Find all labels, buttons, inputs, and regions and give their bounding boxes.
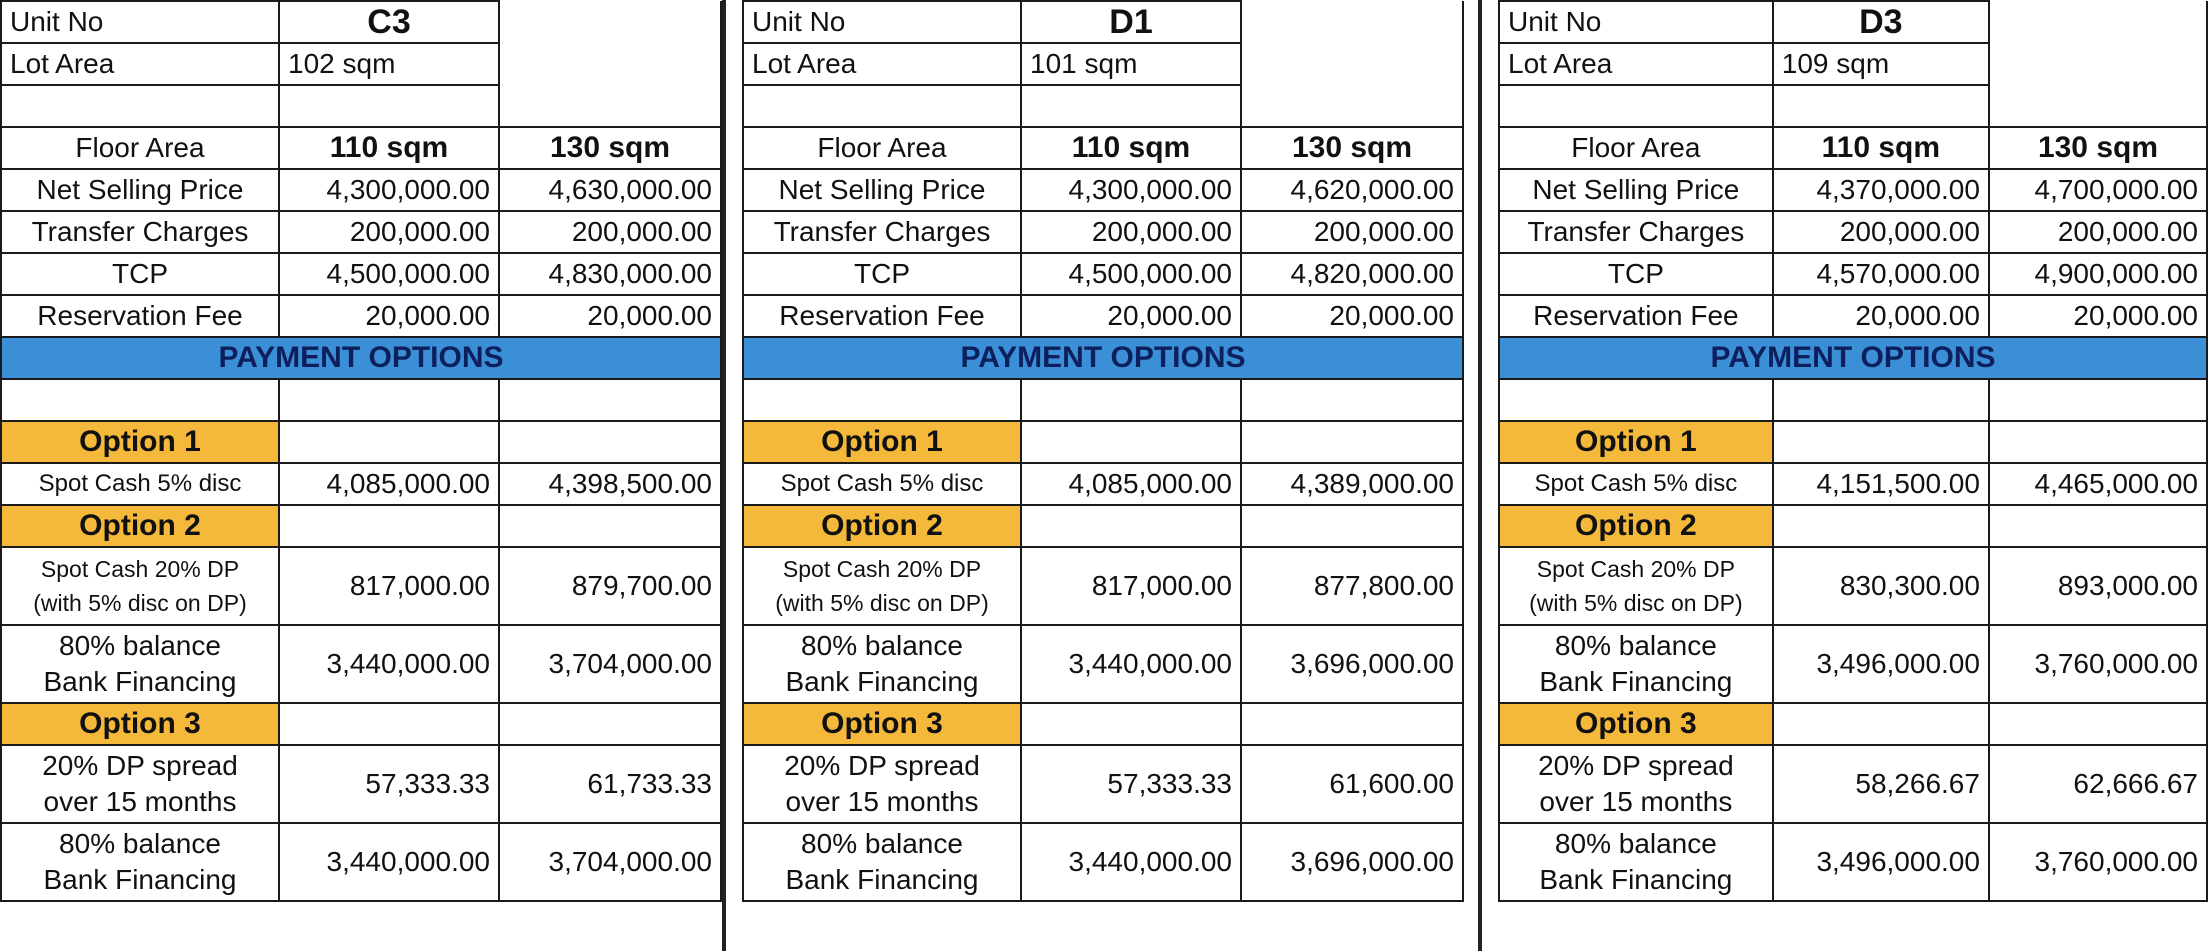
spot-cash-5-row (1, 463, 721, 505)
net-selling-price-110: 4,300,000.00 (1021, 169, 1241, 211)
option3-balance-label (1499, 823, 1773, 901)
floor-area-row (1499, 127, 2207, 169)
blank-cell (1989, 43, 2207, 85)
blank-cell (1989, 85, 2207, 127)
dp-spread-130: 62,666.67 (1989, 745, 2207, 823)
option1-header-row (1499, 421, 2207, 463)
unit-no-row (743, 1, 1463, 43)
reservation-fee-130: 20,000.00 (1241, 295, 1463, 337)
payment-options-bar (1, 337, 721, 379)
payment-options-heading: PAYMENT OPTIONS (743, 337, 1463, 379)
tcp-row (743, 253, 1463, 295)
transfer-charges-110: 200,000.00 (1021, 211, 1241, 253)
dp-spread-label (743, 745, 1021, 823)
lot-area-label: Lot Area (1, 43, 279, 85)
spot-cash-20-line1: Spot Cash 20% DP (1536, 556, 1735, 582)
reservation-fee-row (743, 295, 1463, 337)
blank-cell (279, 421, 499, 463)
transfer-charges-130: 200,000.00 (1989, 211, 2207, 253)
unit-no-row (1499, 1, 2207, 43)
dp-spread-row (1499, 745, 2207, 823)
net-selling-price-130: 4,630,000.00 (499, 169, 721, 211)
blank-cell (499, 703, 721, 745)
blank-cell (1989, 1, 2207, 43)
option3-balance-row (743, 823, 1463, 901)
spot-cash-5-110: 4,151,500.00 (1773, 463, 1989, 505)
spot-cash-20-row (1, 547, 721, 625)
unit-no-value: D3 (1773, 1, 1989, 43)
panel-divider (722, 0, 726, 951)
option3-label: Option 3 (1499, 703, 1773, 745)
reservation-fee-label: Reservation Fee (743, 295, 1021, 337)
blank-cell (499, 379, 721, 421)
reservation-fee-label: Reservation Fee (1, 295, 279, 337)
spot-cash-5-label: Spot Cash 5% disc (1499, 463, 1773, 505)
blank-cell (1241, 379, 1463, 421)
option2-balance-110: 3,440,000.00 (1021, 625, 1241, 703)
blank-cell (1989, 379, 2207, 421)
tcp-label: TCP (743, 253, 1021, 295)
spot-cash-5-row (1499, 463, 2207, 505)
dp-spread-label (1499, 745, 1773, 823)
option1-header-row (743, 421, 1463, 463)
option1-label: Option 1 (743, 421, 1021, 463)
option2-label: Option 2 (1499, 505, 1773, 547)
blank-cell (1241, 421, 1463, 463)
net-selling-price-row (1, 169, 721, 211)
blank-cell (743, 85, 1021, 127)
transfer-charges-label: Transfer Charges (743, 211, 1021, 253)
option3-balance-130: 3,760,000.00 (1989, 823, 2207, 901)
transfer-charges-110: 200,000.00 (1773, 211, 1989, 253)
reservation-fee-label: Reservation Fee (1499, 295, 1773, 337)
blank-cell (1773, 505, 1989, 547)
spot-cash-20-line1: Spot Cash 20% DP (782, 556, 982, 582)
unit-no-value: C3 (279, 1, 499, 43)
floor-area-130: 130 sqm (499, 127, 721, 169)
spot-cash-20-label (1, 547, 279, 625)
net-selling-price-row (1499, 169, 2207, 211)
option2-header-row (1499, 505, 2207, 547)
net-selling-price-label: Net Selling Price (743, 169, 1021, 211)
net-selling-price-110: 4,300,000.00 (279, 169, 499, 211)
unit-no-label: Unit No (743, 1, 1021, 43)
spot-cash-20-line2: (with 5% disc on DP) (33, 590, 247, 616)
option2-balance-row (1499, 625, 2207, 703)
reservation-fee-row (1499, 295, 2207, 337)
balance-line1: 80% balance (1554, 828, 1717, 859)
spot-cash-5-130: 4,389,000.00 (1241, 463, 1463, 505)
dp-spread-line1: 20% DP spread (1538, 750, 1734, 781)
spot-cash-5-130: 4,465,000.00 (1989, 463, 2207, 505)
tcp-110: 4,500,000.00 (279, 253, 499, 295)
transfer-charges-row (1499, 211, 2207, 253)
transfer-charges-row (1, 211, 721, 253)
floor-area-row (1, 127, 721, 169)
blank-cell (1021, 85, 1241, 127)
balance-line2: Bank Financing (785, 666, 979, 697)
dp-spread-130: 61,600.00 (1241, 745, 1463, 823)
tcp-label: TCP (1, 253, 279, 295)
blank-cell (499, 505, 721, 547)
option3-balance-110: 3,496,000.00 (1773, 823, 1989, 901)
blank-cell (1241, 505, 1463, 547)
panel-divider (1478, 0, 1482, 951)
tcp-label: TCP (1499, 253, 1773, 295)
unit-no-row (1, 1, 721, 43)
option3-header-row (1, 703, 721, 745)
transfer-charges-row (743, 211, 1463, 253)
blank-cell (1499, 379, 1773, 421)
option2-balance-130: 3,760,000.00 (1989, 625, 2207, 703)
net-selling-price-130: 4,620,000.00 (1241, 169, 1463, 211)
unit-no-label: Unit No (1, 1, 279, 43)
lot-area-label: Lot Area (1499, 43, 1773, 85)
blank-cell (1, 379, 279, 421)
option2-header-row (1, 505, 721, 547)
unit-panel-d1 (742, 0, 1464, 951)
blank-cell (279, 85, 499, 127)
balance-line1: 80% balance (1554, 630, 1717, 661)
option2-header-row (743, 505, 1463, 547)
spacer-row (1, 379, 721, 421)
floor-area-110: 110 sqm (1773, 127, 1989, 169)
option2-balance-110: 3,440,000.00 (279, 625, 499, 703)
spot-cash-20-130: 893,000.00 (1989, 547, 2207, 625)
reservation-fee-130: 20,000.00 (1989, 295, 2207, 337)
reservation-fee-row (1, 295, 721, 337)
option1-header-row (1, 421, 721, 463)
balance-line2: Bank Financing (785, 864, 979, 895)
net-selling-price-label: Net Selling Price (1499, 169, 1773, 211)
option3-header-row (743, 703, 1463, 745)
transfer-charges-130: 200,000.00 (1241, 211, 1463, 253)
lot-area-row (1, 43, 721, 85)
spacer-row (743, 379, 1463, 421)
unit-panel-c3 (0, 0, 722, 951)
option3-header-row (1499, 703, 2207, 745)
balance-line1: 80% balance (801, 630, 963, 661)
dp-spread-line1: 20% DP spread (42, 750, 238, 781)
unit-table (742, 0, 1464, 902)
dp-spread-130: 61,733.33 (499, 745, 721, 823)
net-selling-price-label: Net Selling Price (1, 169, 279, 211)
option3-balance-130: 3,704,000.00 (499, 823, 721, 901)
tcp-row (1499, 253, 2207, 295)
payment-options-heading: PAYMENT OPTIONS (1, 337, 721, 379)
option1-label: Option 1 (1, 421, 279, 463)
dp-spread-line2: over 15 months (43, 786, 237, 817)
option2-label: Option 2 (1, 505, 279, 547)
spot-cash-20-label (1499, 547, 1773, 625)
blank-cell (1021, 703, 1241, 745)
blank-cell (1021, 379, 1241, 421)
option2-balance-110: 3,496,000.00 (1773, 625, 1989, 703)
option3-label: Option 3 (1, 703, 279, 745)
option3-balance-label (1, 823, 279, 901)
balance-line1: 80% balance (59, 828, 221, 859)
option3-balance-130: 3,696,000.00 (1241, 823, 1463, 901)
dp-spread-line2: over 15 months (1539, 786, 1733, 817)
lot-area-value: 101 sqm (1021, 43, 1241, 85)
spot-cash-20-row (1499, 547, 2207, 625)
option2-balance-row (743, 625, 1463, 703)
blank-cell (499, 85, 721, 127)
floor-area-label: Floor Area (1, 127, 279, 169)
floor-area-row (743, 127, 1463, 169)
spot-cash-5-row (743, 463, 1463, 505)
balance-line2: Bank Financing (1539, 666, 1733, 697)
spot-cash-5-130: 4,398,500.00 (499, 463, 721, 505)
spot-cash-5-label: Spot Cash 5% disc (1, 463, 279, 505)
spot-cash-20-line2: (with 5% disc on DP) (1529, 590, 1743, 616)
floor-area-130: 130 sqm (1241, 127, 1463, 169)
spot-cash-5-110: 4,085,000.00 (279, 463, 499, 505)
lot-area-row (743, 43, 1463, 85)
blank-cell (499, 1, 721, 43)
blank-cell (1989, 421, 2207, 463)
floor-area-label: Floor Area (743, 127, 1021, 169)
blank-cell (1021, 421, 1241, 463)
balance-line2: Bank Financing (1539, 864, 1733, 895)
blank-cell (1241, 85, 1463, 127)
tcp-row (1, 253, 721, 295)
spacer-row (1499, 379, 2207, 421)
option3-balance-110: 3,440,000.00 (1021, 823, 1241, 901)
blank-cell (1773, 421, 1989, 463)
blank-cell (1241, 1, 1463, 43)
spot-cash-20-line1: Spot Cash 20% DP (40, 556, 240, 582)
blank-cell (499, 421, 721, 463)
blank-cell (1241, 43, 1463, 85)
option2-balance-130: 3,696,000.00 (1241, 625, 1463, 703)
lot-area-value: 102 sqm (279, 43, 499, 85)
balance-line1: 80% balance (801, 828, 963, 859)
spot-cash-20-110: 830,300.00 (1773, 547, 1989, 625)
blank-cell (279, 505, 499, 547)
reservation-fee-110: 20,000.00 (279, 295, 499, 337)
spot-cash-20-110: 817,000.00 (1021, 547, 1241, 625)
payment-options-bar (743, 337, 1463, 379)
blank-cell (1773, 703, 1989, 745)
lot-area-row (1499, 43, 2207, 85)
net-selling-price-130: 4,700,000.00 (1989, 169, 2207, 211)
dp-spread-row (743, 745, 1463, 823)
tcp-110: 4,570,000.00 (1773, 253, 1989, 295)
unit-table (1498, 0, 2208, 902)
spot-cash-20-110: 817,000.00 (279, 547, 499, 625)
dp-spread-label (1, 745, 279, 823)
blank-cell (279, 703, 499, 745)
blank-cell (1241, 703, 1463, 745)
blank-cell (499, 43, 721, 85)
option3-balance-label (743, 823, 1021, 901)
dp-spread-line1: 20% DP spread (784, 750, 980, 781)
spot-cash-20-row (743, 547, 1463, 625)
blank-cell (1499, 85, 1773, 127)
spot-cash-20-line2: (with 5% disc on DP) (775, 590, 989, 616)
option2-balance-row (1, 625, 721, 703)
blank-cell (279, 379, 499, 421)
floor-area-label: Floor Area (1499, 127, 1773, 169)
balance-line2: Bank Financing (43, 666, 237, 697)
spacer-row (743, 85, 1463, 127)
lot-area-value: 109 sqm (1773, 43, 1989, 85)
spot-cash-5-label: Spot Cash 5% disc (743, 463, 1021, 505)
dp-spread-line2: over 15 months (785, 786, 979, 817)
tcp-130: 4,820,000.00 (1241, 253, 1463, 295)
blank-cell (1773, 379, 1989, 421)
transfer-charges-label: Transfer Charges (1499, 211, 1773, 253)
unit-panel-d3 (1498, 0, 2208, 951)
option3-balance-110: 3,440,000.00 (279, 823, 499, 901)
spacer-row (1, 85, 721, 127)
transfer-charges-130: 200,000.00 (499, 211, 721, 253)
transfer-charges-110: 200,000.00 (279, 211, 499, 253)
blank-cell (1, 85, 279, 127)
tcp-130: 4,830,000.00 (499, 253, 721, 295)
option2-balance-label (1499, 625, 1773, 703)
net-selling-price-110: 4,370,000.00 (1773, 169, 1989, 211)
blank-cell (1989, 505, 2207, 547)
spot-cash-20-label (743, 547, 1021, 625)
option2-balance-label (743, 625, 1021, 703)
spot-cash-20-130: 879,700.00 (499, 547, 721, 625)
option3-label: Option 3 (743, 703, 1021, 745)
floor-area-110: 110 sqm (1021, 127, 1241, 169)
tcp-110: 4,500,000.00 (1021, 253, 1241, 295)
dp-spread-110: 57,333.33 (1021, 745, 1241, 823)
balance-line1: 80% balance (59, 630, 221, 661)
transfer-charges-label: Transfer Charges (1, 211, 279, 253)
option1-label: Option 1 (1499, 421, 1773, 463)
option2-label: Option 2 (743, 505, 1021, 547)
unit-table (0, 0, 722, 902)
reservation-fee-130: 20,000.00 (499, 295, 721, 337)
option3-balance-row (1499, 823, 2207, 901)
dp-spread-110: 58,266.67 (1773, 745, 1989, 823)
balance-line2: Bank Financing (43, 864, 237, 895)
unit-no-label: Unit No (1499, 1, 1773, 43)
tcp-130: 4,900,000.00 (1989, 253, 2207, 295)
blank-cell (1773, 85, 1989, 127)
floor-area-130: 130 sqm (1989, 127, 2207, 169)
payment-options-heading: PAYMENT OPTIONS (1499, 337, 2207, 379)
reservation-fee-110: 20,000.00 (1021, 295, 1241, 337)
dp-spread-row (1, 745, 721, 823)
option2-balance-label (1, 625, 279, 703)
option2-balance-130: 3,704,000.00 (499, 625, 721, 703)
option3-balance-row (1, 823, 721, 901)
floor-area-110: 110 sqm (279, 127, 499, 169)
lot-area-label: Lot Area (743, 43, 1021, 85)
spot-cash-20-130: 877,800.00 (1241, 547, 1463, 625)
spacer-row (1499, 85, 2207, 127)
blank-cell (1021, 505, 1241, 547)
net-selling-price-row (743, 169, 1463, 211)
payment-options-bar (1499, 337, 2207, 379)
blank-cell (1989, 703, 2207, 745)
unit-no-value: D1 (1021, 1, 1241, 43)
dp-spread-110: 57,333.33 (279, 745, 499, 823)
reservation-fee-110: 20,000.00 (1773, 295, 1989, 337)
spot-cash-5-110: 4,085,000.00 (1021, 463, 1241, 505)
blank-cell (743, 379, 1021, 421)
